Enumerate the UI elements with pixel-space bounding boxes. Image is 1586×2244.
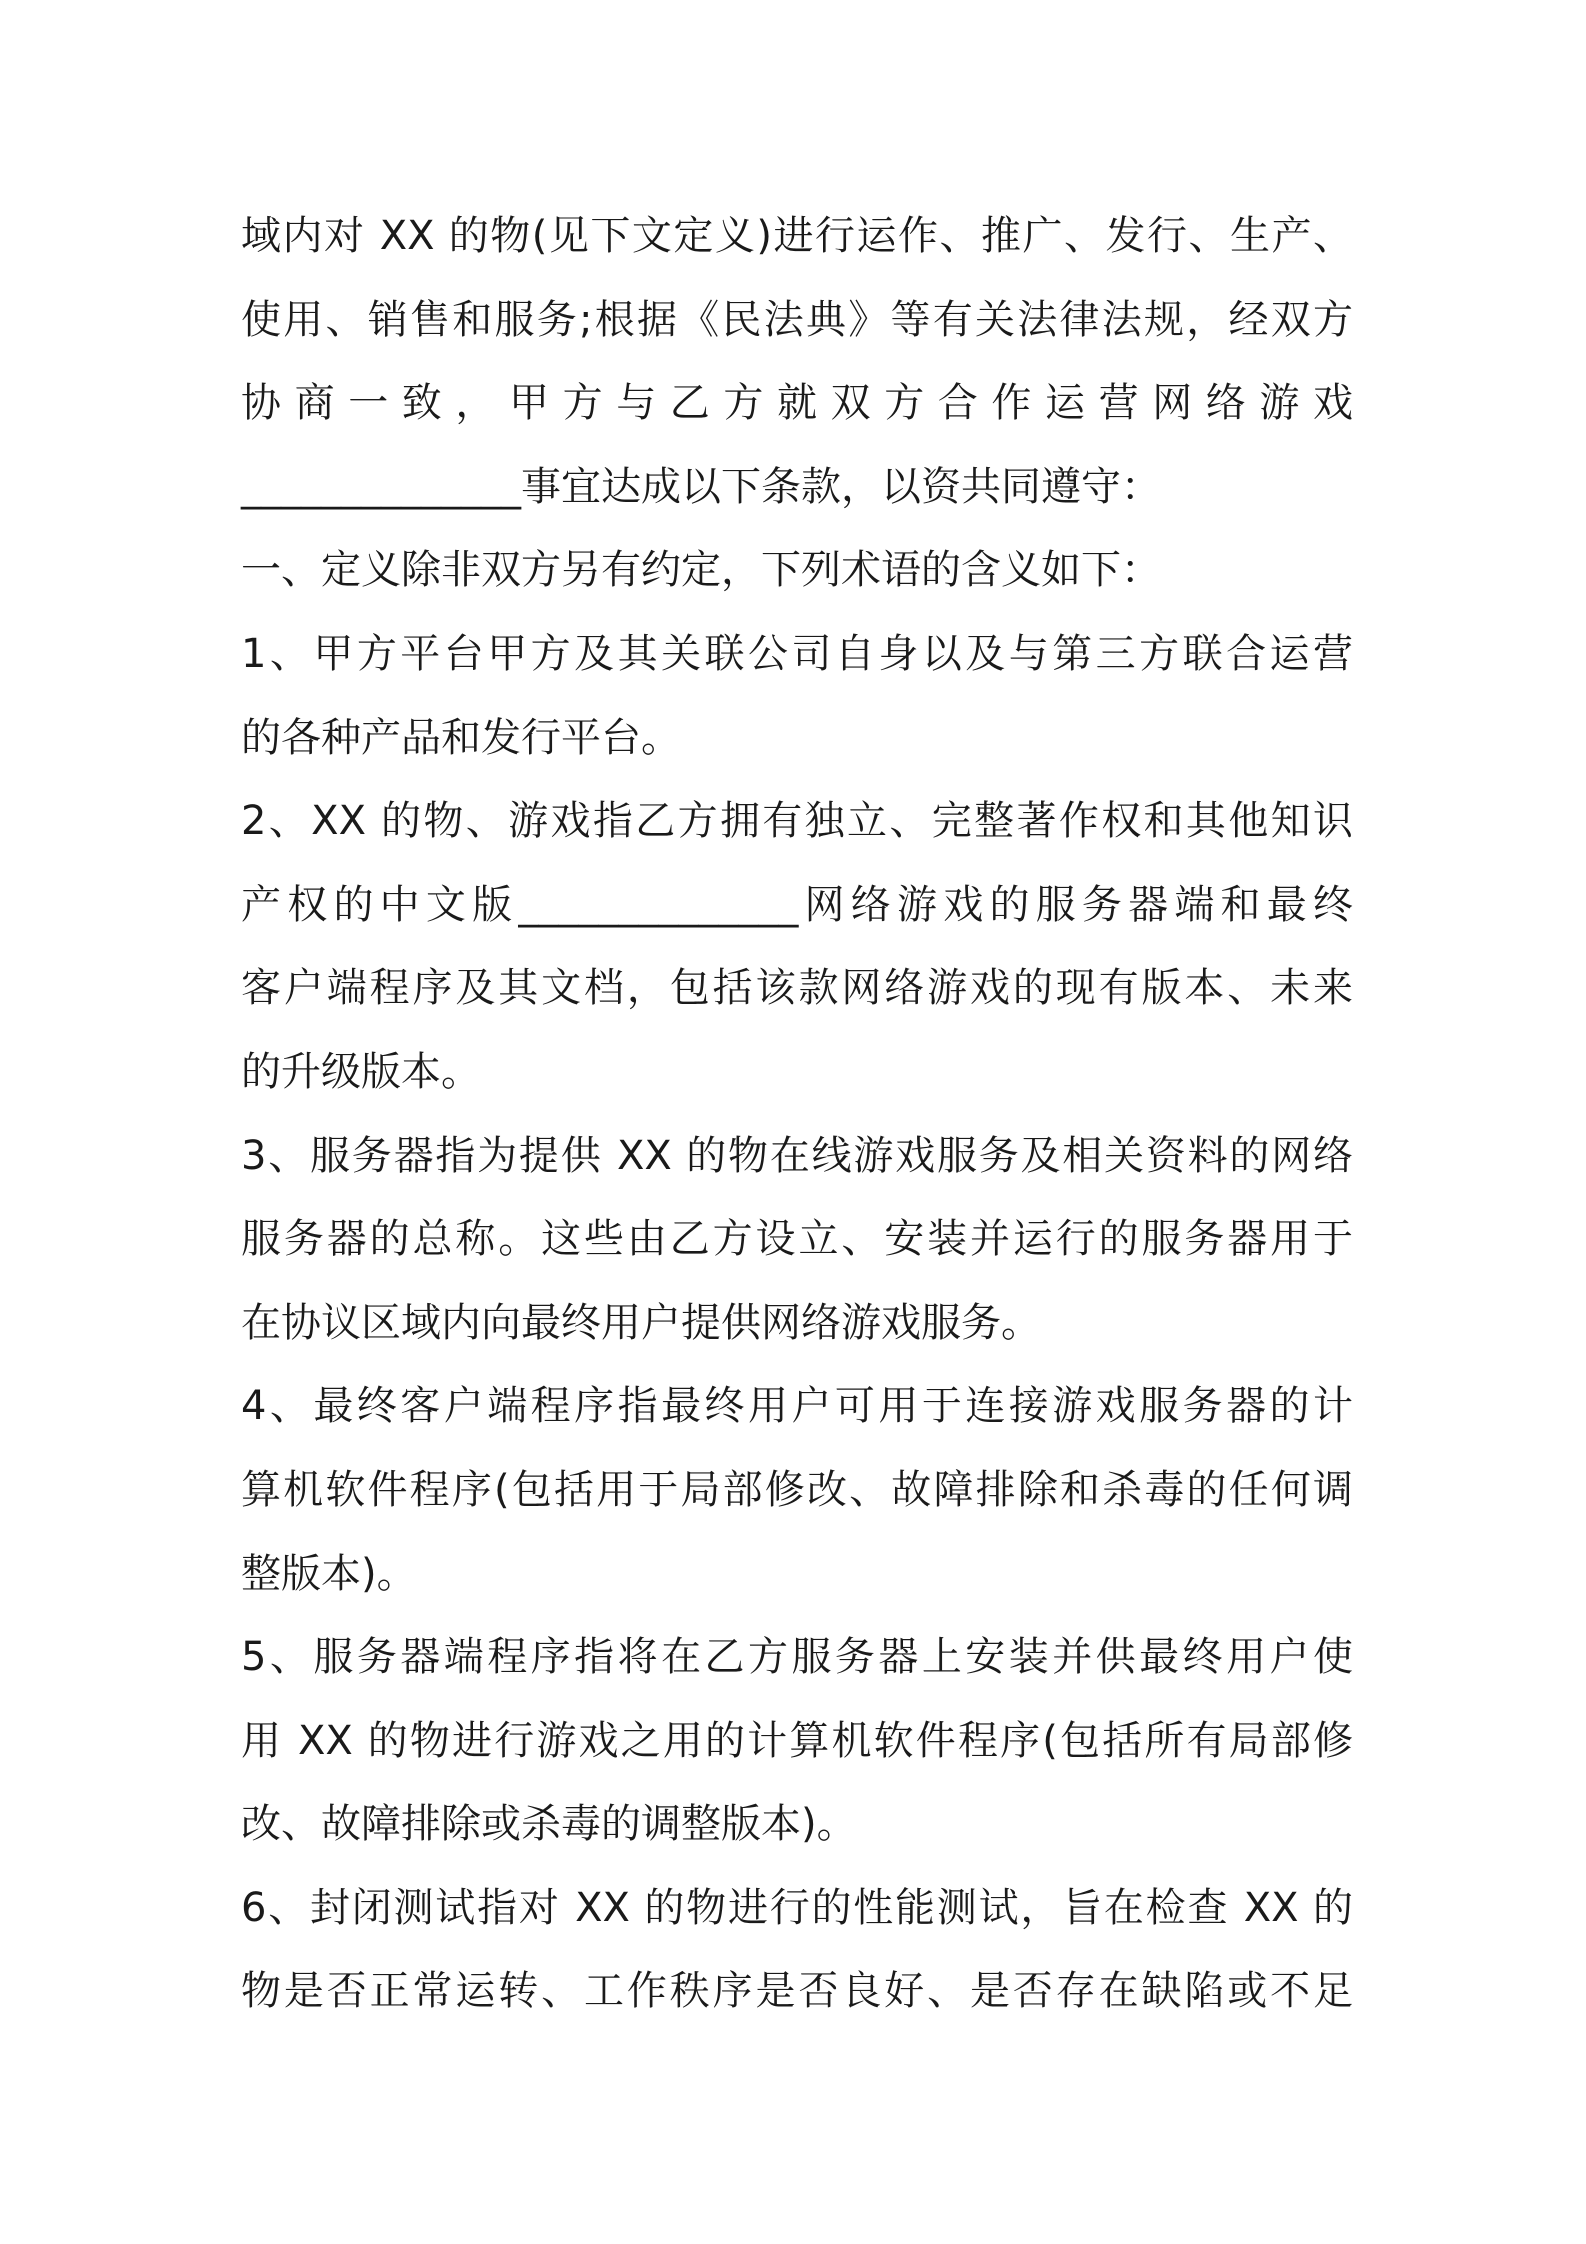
text-line: ______________事宜达成以下条款，以资共同遵守： [241, 463, 1161, 510]
text-line: 算机软件程序(包括用于局部修改、故障排除和杀毒的任何调 [241, 1466, 1353, 1513]
text-line: 3、服务器指为提供 XX 的物在线游戏服务及相关资料的网络 [241, 1132, 1353, 1179]
text-line: 4、最终客户端程序指最终用户可用于连接游戏服务器的计 [241, 1383, 1353, 1430]
text-line: 域内对 XX 的物(见下文定义)进行运作、推广、发行、生产、 [241, 213, 1353, 259]
text-line: 整版本)。 [241, 1550, 417, 1597]
text-line: 协商一致，甲方与乙方就双方合作运营网络游戏 [241, 380, 1353, 427]
text-line: 5、服务器端程序指将在乙方服务器上安装并供最终用户使 [241, 1634, 1353, 1681]
text-line: 6、封闭测试指对 XX 的物进行的性能测试，旨在检查 XX 的 [241, 1884, 1353, 1931]
text-line: 用 XX 的物进行游戏之用的计算机软件程序(包括所有局部修 [241, 1717, 1353, 1764]
text-line: 使用、销售和服务;根据《民法典》等有关法律法规，经双方 [241, 296, 1353, 343]
text-line: 改、故障排除或杀毒的调整版本)。 [241, 1801, 857, 1848]
document-body [241, 195, 1353, 2034]
text-line: 在协议区域内向最终用户提供网络游戏服务。 [241, 1299, 1041, 1346]
text-line: 1、甲方平台甲方及其关联公司自身以及与第三方联合运营 [241, 630, 1353, 677]
text-line: 的升级版本。 [241, 1048, 481, 1095]
text-line: 产权的中文版______________网络游戏的服务器端和最终 [241, 881, 1353, 928]
text-line: 物是否正常运转、工作秩序是否良好、是否存在缺陷或不足 [241, 1968, 1353, 2015]
text-line: 客户端程序及其文档，包括该款网络游戏的现有版本、未来 [241, 965, 1353, 1012]
text-line: 服务器的总称。这些由乙方设立、安装并运行的服务器用于 [241, 1216, 1353, 1263]
text-line: 的各种产品和发行平台。 [241, 714, 681, 761]
section-heading: 一、定义除非双方另有约定，下列术语的含义如下： [241, 547, 1161, 594]
text-line: 2、XX 的物、游戏指乙方拥有独立、完整著作权和其他知识 [241, 798, 1353, 845]
